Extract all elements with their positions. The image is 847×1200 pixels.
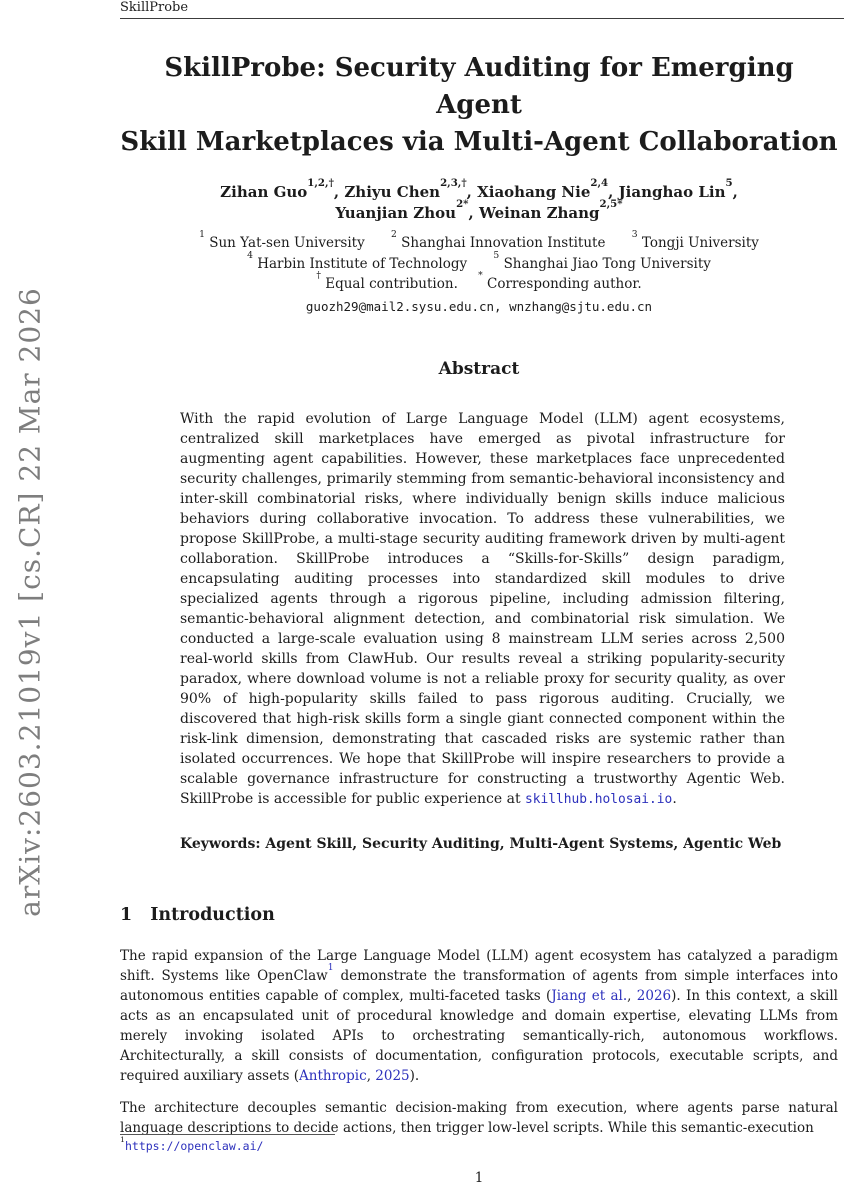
- author: Zhiyu Chen$^{2,3,\dagger}$,: [344, 177, 478, 201]
- author-affil-marks: 2*: [456, 198, 469, 211]
- footnote-ref-link[interactable]: 1: [327, 962, 334, 974]
- affiliation: $^1$ Sun Yat-sen University: [199, 229, 365, 251]
- text-run: .: [672, 791, 677, 807]
- author: Xiaohang Nie$^{2,4}$,: [477, 177, 619, 201]
- page-number: 1: [474, 1170, 484, 1186]
- citation-link[interactable]: 2026: [636, 988, 672, 1004]
- footnote-url-link[interactable]: https://openclaw.ai/: [124, 1139, 264, 1153]
- affiliation-line-1: [120, 229, 838, 254]
- author-emails: guozh29@mail2.sysu.edu.cn, wnzhang@sjtu.edu.cn: [305, 298, 653, 314]
- footnote-marker: 1: [120, 1134, 125, 1144]
- main-column: [120, 50, 838, 1138]
- equal-contribution-note: † Equal contribution.: [316, 270, 458, 292]
- footnote-rule: [120, 1134, 335, 1135]
- affiliation: $^4$ Harbin Institute of Technology: [247, 249, 468, 272]
- author-line-1: [120, 177, 838, 203]
- citation-link[interactable]: 2025: [375, 1068, 410, 1084]
- text-run: ,: [366, 1068, 376, 1084]
- author: Yuanjian Zhou$^{2*}$,: [335, 198, 479, 222]
- author-list: [120, 177, 838, 224]
- intro-paragraph-1: [120, 946, 838, 1086]
- paper-title-line1: SkillProbe: Security Auditing for Emerging Agent: [164, 53, 794, 120]
- author: Weinan Zhang$^{2,5*}$: [478, 198, 623, 222]
- running-header: [120, 0, 844, 19]
- keywords-text: Agent Skill, Security Auditing, Multi-Agent Systems, Agentic Web: [260, 836, 782, 852]
- affiliation: $^2$ Shanghai Innovation Institute: [391, 229, 606, 251]
- author: Zihan Guo$^{1,2,\dagger}$,: [220, 177, 345, 201]
- citation-link[interactable]: Jiang et al.: [551, 988, 628, 1004]
- intro-paragraph-2: [120, 1098, 838, 1138]
- author-line-2: [120, 198, 838, 224]
- abstract-heading: Abstract: [438, 359, 520, 379]
- text-run: ). In this context, a skill acts as an encapsulated unit of procedural knowledge and domain expertise, elevating LLMs from merely invoking isolated APIs to orchestrating semantically-rich, autonomous workflows. Architecturally, a skill consists of documentation, configuration protocols, executable scripts, and required auxiliary assets (: [120, 988, 838, 1084]
- affiliation: $^3$ Tongji University: [631, 229, 759, 251]
- citation-link[interactable]: Anthropic: [299, 1068, 367, 1084]
- footnote-area: [120, 1134, 838, 1153]
- text-run: demonstrate the transformation of agents from simple interfaces into autonomous entities capable of complex, multi-faceted tasks (: [120, 968, 838, 1004]
- footnote-1: [120, 1134, 838, 1153]
- section-title: Introduction: [150, 905, 275, 925]
- author-affil-marks: 2,5*: [599, 198, 623, 211]
- section-number: 1: [120, 905, 133, 925]
- author-affil-marks: 1,2,†: [307, 177, 334, 190]
- affiliations: [120, 229, 838, 317]
- text-run: ).: [409, 1068, 420, 1084]
- author-affil-marks: 5: [725, 177, 733, 190]
- header-rule: [120, 18, 844, 19]
- author: Jianghao Lin$^5$,: [618, 177, 738, 201]
- keywords: [180, 834, 785, 855]
- paper-title-line2: Skill Marketplaces via Multi-Agent Collaboration: [120, 127, 838, 157]
- text-run: The architecture decouples semantic decision-making from execution, where agents parse natural language descriptions to decide actions, then trigger low-level scripts. While this semantic-execution: [120, 1100, 838, 1136]
- section-heading-introduction: [120, 905, 838, 925]
- text-run: ,: [627, 988, 637, 1004]
- affiliation: $^5$ Shanghai Jiao Tong University: [493, 249, 711, 272]
- author-affil-marks: 2,3,†: [440, 177, 467, 190]
- running-header-title: SkillProbe: [120, 0, 189, 15]
- abstract-body: [180, 409, 785, 810]
- text-run: With the rapid evolution of Large Language Model (LLM) agent ecosystems, centralized skill marketplaces have emerged as pivotal infrastructure for augmenting agent capabilities. However, these marketplaces face unprecedented security challenges, primarily stemming from semantic-behavioral inconsistency and inter-skill combinatorial risks, where individually benign skills induce malicious behaviors during collaborative invocation. To address these vulnerabilities, we propose SkillProbe, a multi-stage security auditing framework driven by multi-agent collaboration. SkillProbe introduces a “Skills-for-Skills” design paradigm, encapsulating auditing processes into standardized skill modules to drive specialized agents through a rigorous pipeline, including admission filtering, semantic-behavioral alignment detection, and combinatorial risk simulation. We conducted a large-scale evaluation using 8 mainstream LLM series across 2,500 real-world skills from ClawHub. Our results reveal a striking popularity-security paradox, where download volume is not a reliable proxy for security quality, as over 90% of high-popularity skills failed to pass rigorous auditing. Crucially, we discovered that high-risk skills form a single giant connected component within the risk-link dimension, demonstrating that cascaded risks are systemic rather than isolated occurrences. We hope that SkillProbe will inspire researchers to provide a scalable governance infrastructure for constructing a trustworthy Agentic Web. SkillProbe is accessible for public experience at: [180, 411, 785, 807]
- arxiv-watermark: arXiv:2603.21019v1 [cs.CR] 22 Mar 2026: [13, 287, 47, 917]
- text-run: The rapid expansion of the Large Language Model (LLM) agent ecosystem has catalyzed a paradigm shift. Systems like OpenClaw: [120, 948, 838, 984]
- corresponding-author-note: * Corresponding author.: [478, 270, 642, 292]
- url-link[interactable]: skillhub.holosai.io: [525, 792, 673, 807]
- author-affil-marks: 2,4: [590, 177, 609, 190]
- contribution-notes: [120, 270, 838, 295]
- paper-title: [120, 50, 838, 161]
- keywords-label: Keywords:: [180, 836, 261, 852]
